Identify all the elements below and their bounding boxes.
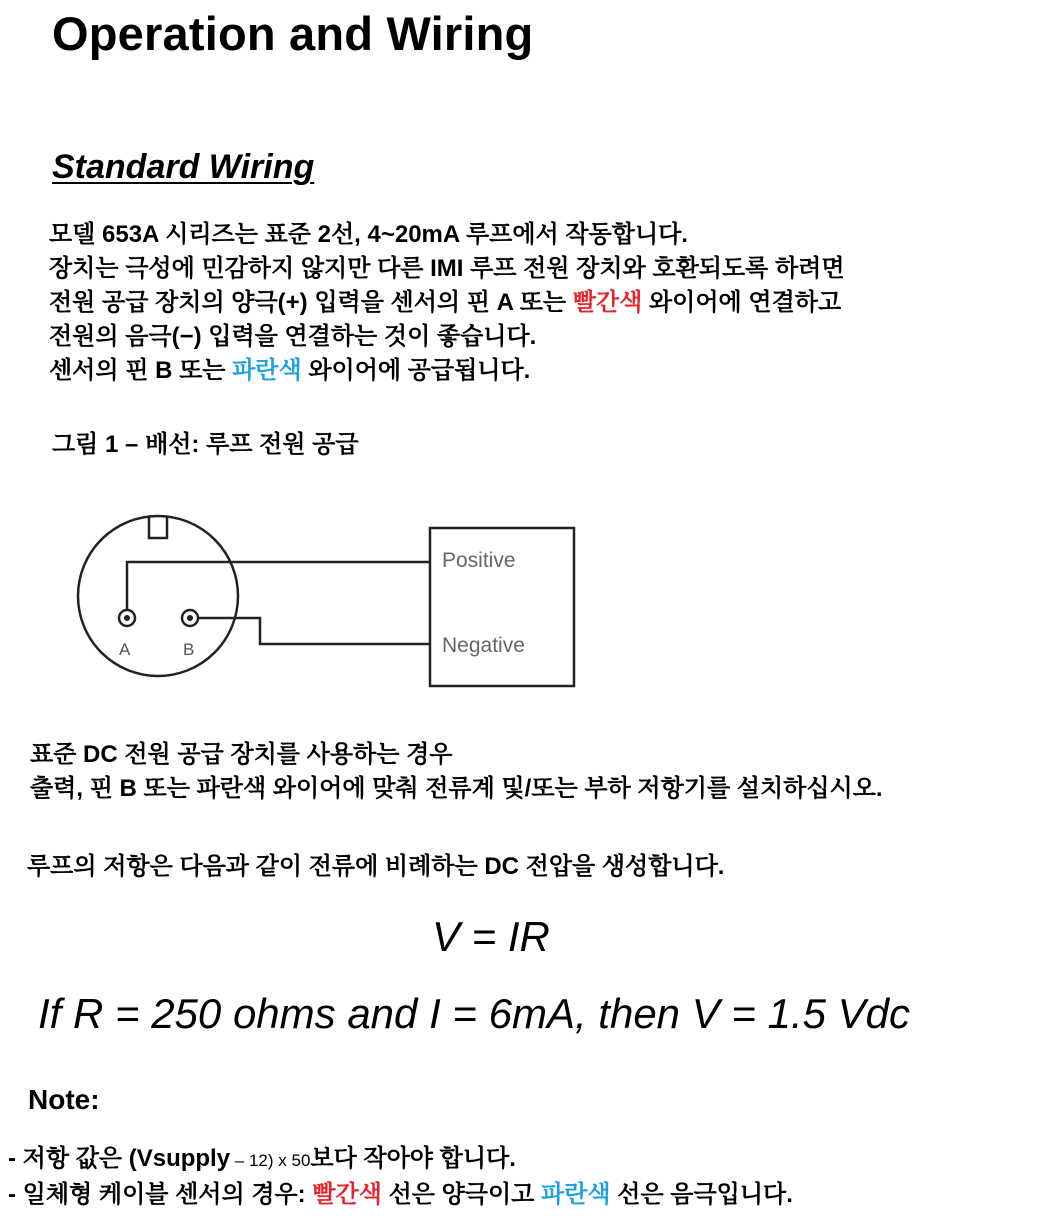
example-equation: If R = 250 ohms and I = 6mA, then V = 1.5 Vdc — [38, 990, 911, 1037]
positive-label: Positive — [442, 549, 516, 572]
paragraph-line: 표준 DC 전원 공급 장치를 사용하는 경우 — [30, 741, 453, 768]
red-wire-text: 빨간색 — [312, 1181, 382, 1208]
note-text: - 일체형 케이블 센서의 경우: — [8, 1181, 313, 1208]
note-item — [8, 1138, 516, 1173]
pin-a-center — [125, 616, 129, 620]
sensor-connector-outline — [78, 516, 238, 676]
note-formula-text: – 12) x 50 — [230, 1151, 311, 1170]
positive-wire — [127, 562, 430, 610]
note-text: 보다 작아야 합니다. — [310, 1145, 516, 1172]
page-title: Operation and Wiring — [52, 7, 534, 60]
paragraph-text: 와이어에 공급됩니다. — [301, 357, 531, 384]
paragraph-line: 전원의 음극(−) 입력을 연결하는 것이 좋습니다. — [49, 323, 537, 350]
paragraph-text: 와이어에 연결하고 — [642, 289, 842, 316]
ohms-law-equation: V = IR — [432, 913, 550, 960]
note-heading: Note: — [28, 1084, 100, 1115]
resistance-sentence: 루프의 저항은 다음과 같이 전류에 비례하는 DC 전압을 생성합니다. — [27, 853, 725, 880]
dc-supply-paragraph — [30, 738, 883, 806]
section-heading: Standard Wiring — [52, 148, 315, 186]
note-text: 선은 음극입니다. — [610, 1181, 793, 1208]
paragraph-line: 모델 653A 시리즈는 표준 2선, 4~20mA 루프에서 작동합니다. — [49, 221, 688, 248]
pin-b-label: B — [183, 640, 195, 659]
note-text: - 저항 값은 (Vsupply — [8, 1145, 231, 1172]
pin-a-label: A — [119, 640, 131, 659]
blue-wire-text: 파란색 — [232, 357, 302, 384]
paragraph-line: 출력, 핀 B 또는 파란색 와이어에 맞춰 전류계 및/또는 부하 저항기를 설치하십시오. — [30, 775, 883, 802]
connector-key-notch — [149, 516, 167, 538]
pin-b-center — [188, 616, 192, 620]
paragraph-text: 센서의 핀 B 또는 — [49, 357, 233, 384]
blue-wire-text: 파란색 — [541, 1181, 611, 1208]
figure-caption: 그림 1 – 배선: 루프 전원 공급 — [52, 431, 359, 458]
red-wire-text: 빨간색 — [572, 289, 643, 316]
paragraph-text: 전원 공급 장치의 양극(+) 입력을 센서의 핀 A 또는 — [49, 289, 573, 316]
paragraph-line: 장치는 극성에 민감하지 않지만 다른 IMI 루프 전원 장치와 호환되도록 하려면 — [49, 255, 845, 282]
note-item — [8, 1174, 793, 1209]
note-text: 선은 양극이고 — [381, 1181, 542, 1208]
negative-label: Negative — [442, 634, 525, 657]
